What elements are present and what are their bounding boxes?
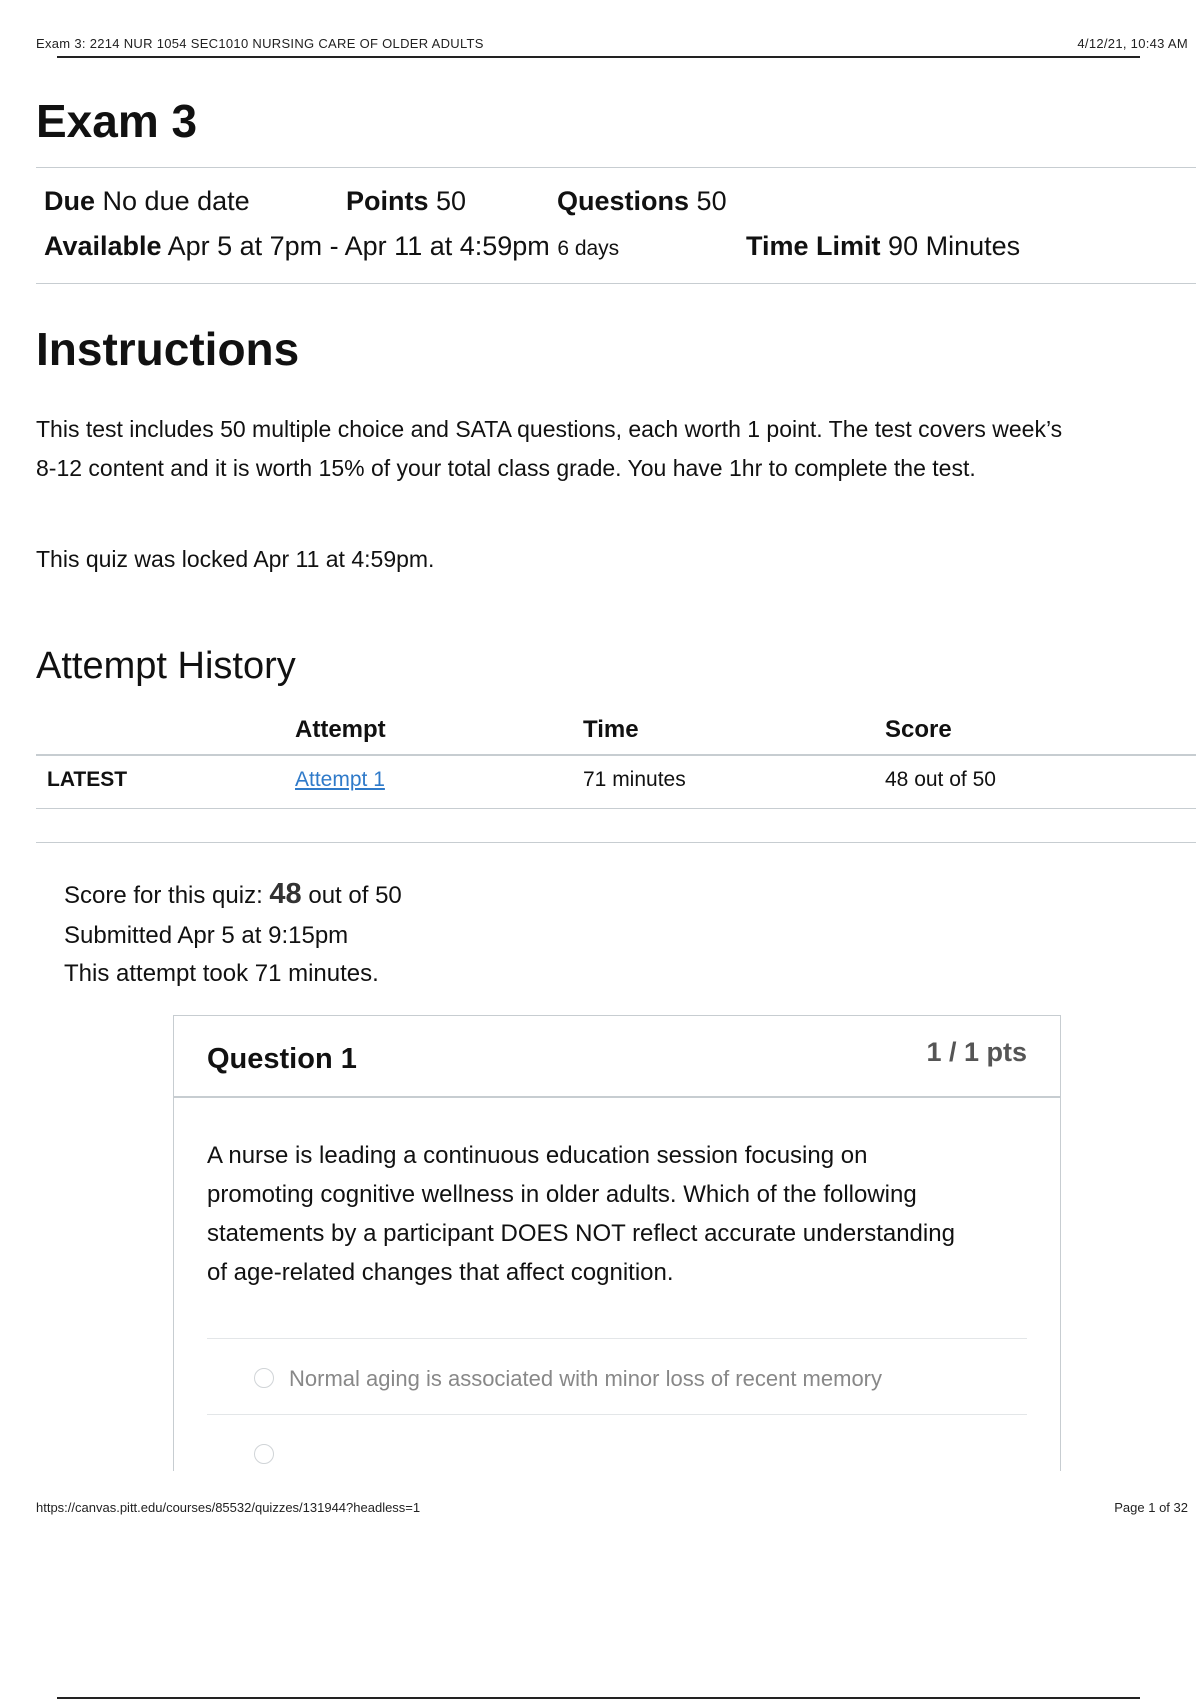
instructions-line-1: This test includes 50 multiple choice and SATA questions, each worth 1 point. The test covers week’s [36,416,1063,442]
column-header-time: Time [583,716,639,743]
points-label: Points [346,186,429,216]
questions-label: Questions [557,186,690,216]
page-title: Exam 3 [36,95,198,147]
attempt-duration: This attempt took 71 minutes. [64,960,379,987]
questions-value: 50 [696,186,727,216]
due-value: No due date [102,186,250,216]
meta-divider [36,283,1196,284]
attempt-1-link[interactable]: Attempt 1 [295,768,385,791]
question-text-line: of age-related changes that affect cognition. [207,1259,674,1286]
bottom-divider [57,1697,1140,1699]
question-text-line: statements by a participant DOES NOT reflect accurate understanding [207,1220,955,1247]
print-header-datetime: 4/12/21, 10:43 AM [1077,36,1188,51]
answer-radio-1[interactable] [254,1368,274,1388]
available-label: Available [44,231,162,261]
due-label: Due [44,186,96,216]
print-header-title: Exam 3: 2214 NUR 1054 SEC1010 NURSING CARE OF OLDER ADULTS [36,36,484,51]
quiz-score [64,878,402,911]
locked-notice: This quiz was locked Apr 11 at 4:59pm. [36,546,435,572]
availability-info [44,231,619,262]
question-card [173,1015,1061,1471]
section-divider [36,842,1196,843]
score-prefix: Score for this quiz: [64,882,263,909]
question-text [207,1136,1027,1292]
question-text-line: promoting cognitive wellness in older adults. Which of the following [207,1181,917,1208]
table-row-divider [36,808,1196,809]
attempt-history-heading: Attempt History [36,645,296,687]
time-limit-value: 90 Minutes [888,231,1021,261]
due-info [44,186,250,217]
instructions-line-2: 8-12 content and it is worth 15% of your total class grade. You have 1hr to complete the test. [36,455,976,481]
latest-tag: LATEST [47,768,128,791]
question-text-line: A nurse is leading a continuous education session focusing on [207,1142,868,1169]
column-header-score: Score [885,716,952,743]
title-divider [36,167,1196,168]
score-suffix: out of 50 [308,882,402,909]
footer-url: https://canvas.pitt.edu/courses/85532/quizzes/131944?headless=1 [36,1500,421,1515]
header-divider [57,56,1140,58]
score-value: 48 [269,878,302,910]
time-limit-label: Time Limit [746,231,881,261]
questions-info [557,186,727,217]
question-points: 1 / 1 pts [926,1037,1027,1067]
attempt-time: 71 minutes [583,768,686,791]
answer-radio-2[interactable] [254,1444,274,1464]
column-header-attempt: Attempt [295,716,386,743]
footer-page-number: Page 1 of 32 [1114,1500,1188,1515]
time-limit-info [746,231,1020,262]
answer-divider [207,1414,1027,1415]
points-value: 50 [436,186,467,216]
answer-divider [207,1338,1027,1339]
attempt-score: 48 out of 50 [885,768,996,791]
submitted-time: Submitted Apr 5 at 9:15pm [64,922,349,949]
instructions-heading: Instructions [36,323,300,375]
question-header [174,1016,1060,1098]
available-duration: 6 days [557,237,620,260]
table-header-divider [36,754,1196,756]
answer-label-1: Normal aging is associated with minor loss of recent memory [289,1366,883,1391]
available-value: Apr 5 at 7pm - Apr 11 at 4:59pm [167,231,550,261]
points-info [346,186,466,217]
question-title: Question 1 [207,1043,357,1075]
